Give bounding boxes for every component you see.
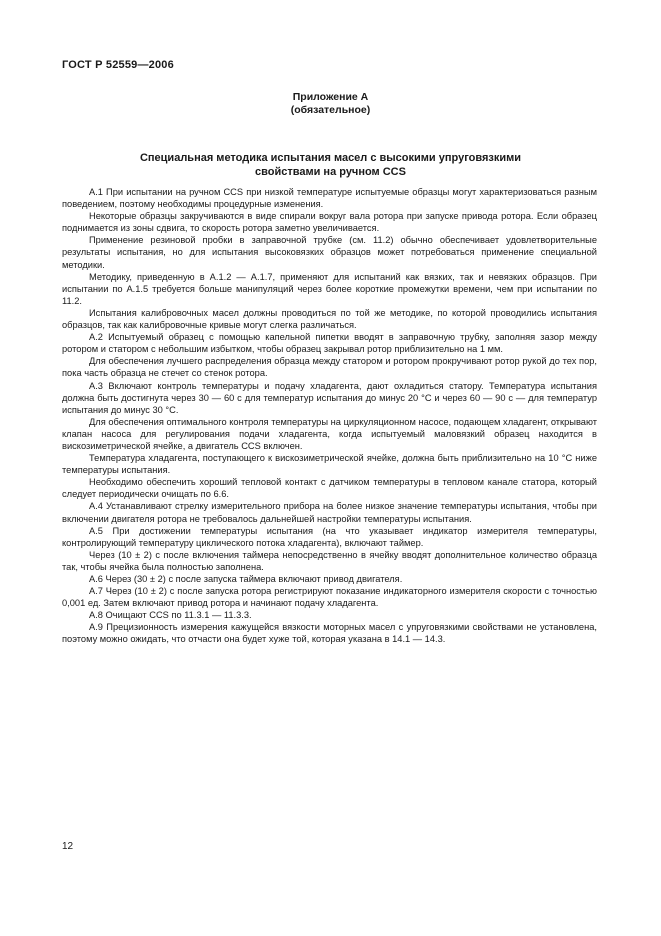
- paragraph: Температура хладагента, поступающего к вискозиметрической ячейке, должна быть приблизительно на 10 °С ниже температуры испытания.: [62, 453, 597, 476]
- section-title-line-1: Специальная методика испытания масел с высокими упруговязкими: [139, 152, 522, 164]
- paragraph: А.4 Устанавливают стрелку измерительного прибора на более низкое значение температуры испытания, чтобы при включении двигателя ротора не требовалось дальнейшей настройки температуры испытания.: [62, 501, 597, 524]
- section-title-line-2: свойствами на ручном CCS: [255, 166, 406, 178]
- paragraph: Методику, приведенную в А.1.2 — А.1.7, применяют для испытаний как вязких, так и невязких образцов. При испытании по А.1.5 требуется больше манипуляций через более короткие промежутки времени, чем при испытании по 11.2.: [62, 271, 597, 306]
- paragraph: А.6 Через (30 ± 2) с после запуска таймера включают привод двигателя.: [89, 574, 403, 584]
- appendix-title: Приложение А: [292, 91, 369, 103]
- paragraph: Некоторые образцы закручиваются в виде спирали вокруг вала ротора при запуске привода ротора. Если образец поднимается из зоны сдвига, то скорость ротора заметно увеличивается.: [62, 211, 597, 234]
- paragraph: А.3 Включают контроль температуры и подачу хладагента, дают охладиться статору. Температура испытания должна быть достигнута через 30 — 60 с для температур испытания до минус 20 °С и через 60 — 90 с — для температур испытания до минус 30 °С.: [62, 380, 597, 415]
- paragraph: Для обеспечения лучшего распределения образца между статором и ротором прокручивают ротор рукой до тех пор, пока часть образца не стечет со стенок ротора.: [62, 356, 597, 379]
- paragraph: Необходимо обеспечить хороший тепловой контакт с датчиком температуры в тепловом канале статора, который следует периодически очищать по 6.6.: [62, 477, 597, 500]
- page-number: 12: [62, 841, 74, 852]
- paragraph: А.7 Через (10 ± 2) с после запуска ротора регистрируют показание индикаторного измерителя скорости с точностью 0,001 ед. Затем включают привод ротора и начинают подачу хладагента.: [62, 586, 597, 609]
- paragraph: А.1 При испытании на ручном CCS при низкой температуре испытуемые образцы могут характеризоваться разным поведением, поэтому необходимы процедурные изменения.: [62, 187, 597, 210]
- paragraph: А.8 Очищают CCS по 11.3.1 — 11.3.3.: [89, 610, 252, 621]
- body-text: [62, 186, 597, 646]
- paragraph: Применение резиновой пробки в заправочной трубке (см. 11.2) обычно обеспечивает удовлетворительные результаты испытания, но для испытания высоковязких образцов может потребоваться применение специальной методики.: [62, 235, 597, 270]
- paragraph: Для обеспечения оптимального контроля температуры на циркуляционном насосе, подающем хладагент, открывают клапан насоса для регулирования подачи хладагента, когда испытуемый маловязкий образец находится в вискозиметрической ячейке, а двигатель CCS включен.: [62, 416, 597, 451]
- paragraph: А.2 Испытуемый образец с помощью капельной пипетки вводят в заправочную трубку, заполняя зазор между ротором и статором с небольшим избытком, чтобы образец закрывал ротор приблизительно на 1 мм.: [62, 332, 597, 355]
- section-title: [0, 151, 661, 179]
- paragraph: А.5 При достижении температуры испытания (на что указывает индикатор измерителя температуры, контролирующий температуру циклического потока хладагента), включают таймер.: [62, 525, 597, 548]
- standard-number: ГОСТ Р 52559—2006: [62, 59, 174, 71]
- paragraph: Через (10 ± 2) с после включения таймера непосредственно в ячейку вводят дополнительное количество образца так, чтобы ячейка была полностью заполнена.: [62, 549, 597, 572]
- paragraph: Испытания калибровочных масел должны проводиться по той же методике, по которой проводились испытания образцов, так как калибровочные кривые могут слегка различаться.: [62, 307, 597, 331]
- appendix-heading: [0, 91, 661, 117]
- paragraph: А.9 Прецизионность измерения кажущейся вязкости моторных масел с упруговязкими свойствами не установлена, поэтому можно ожидать, что отчасти она будет хуже той, которая указана в 14.1 — 14.3.: [62, 622, 597, 645]
- appendix-status: (обязательное): [290, 104, 371, 116]
